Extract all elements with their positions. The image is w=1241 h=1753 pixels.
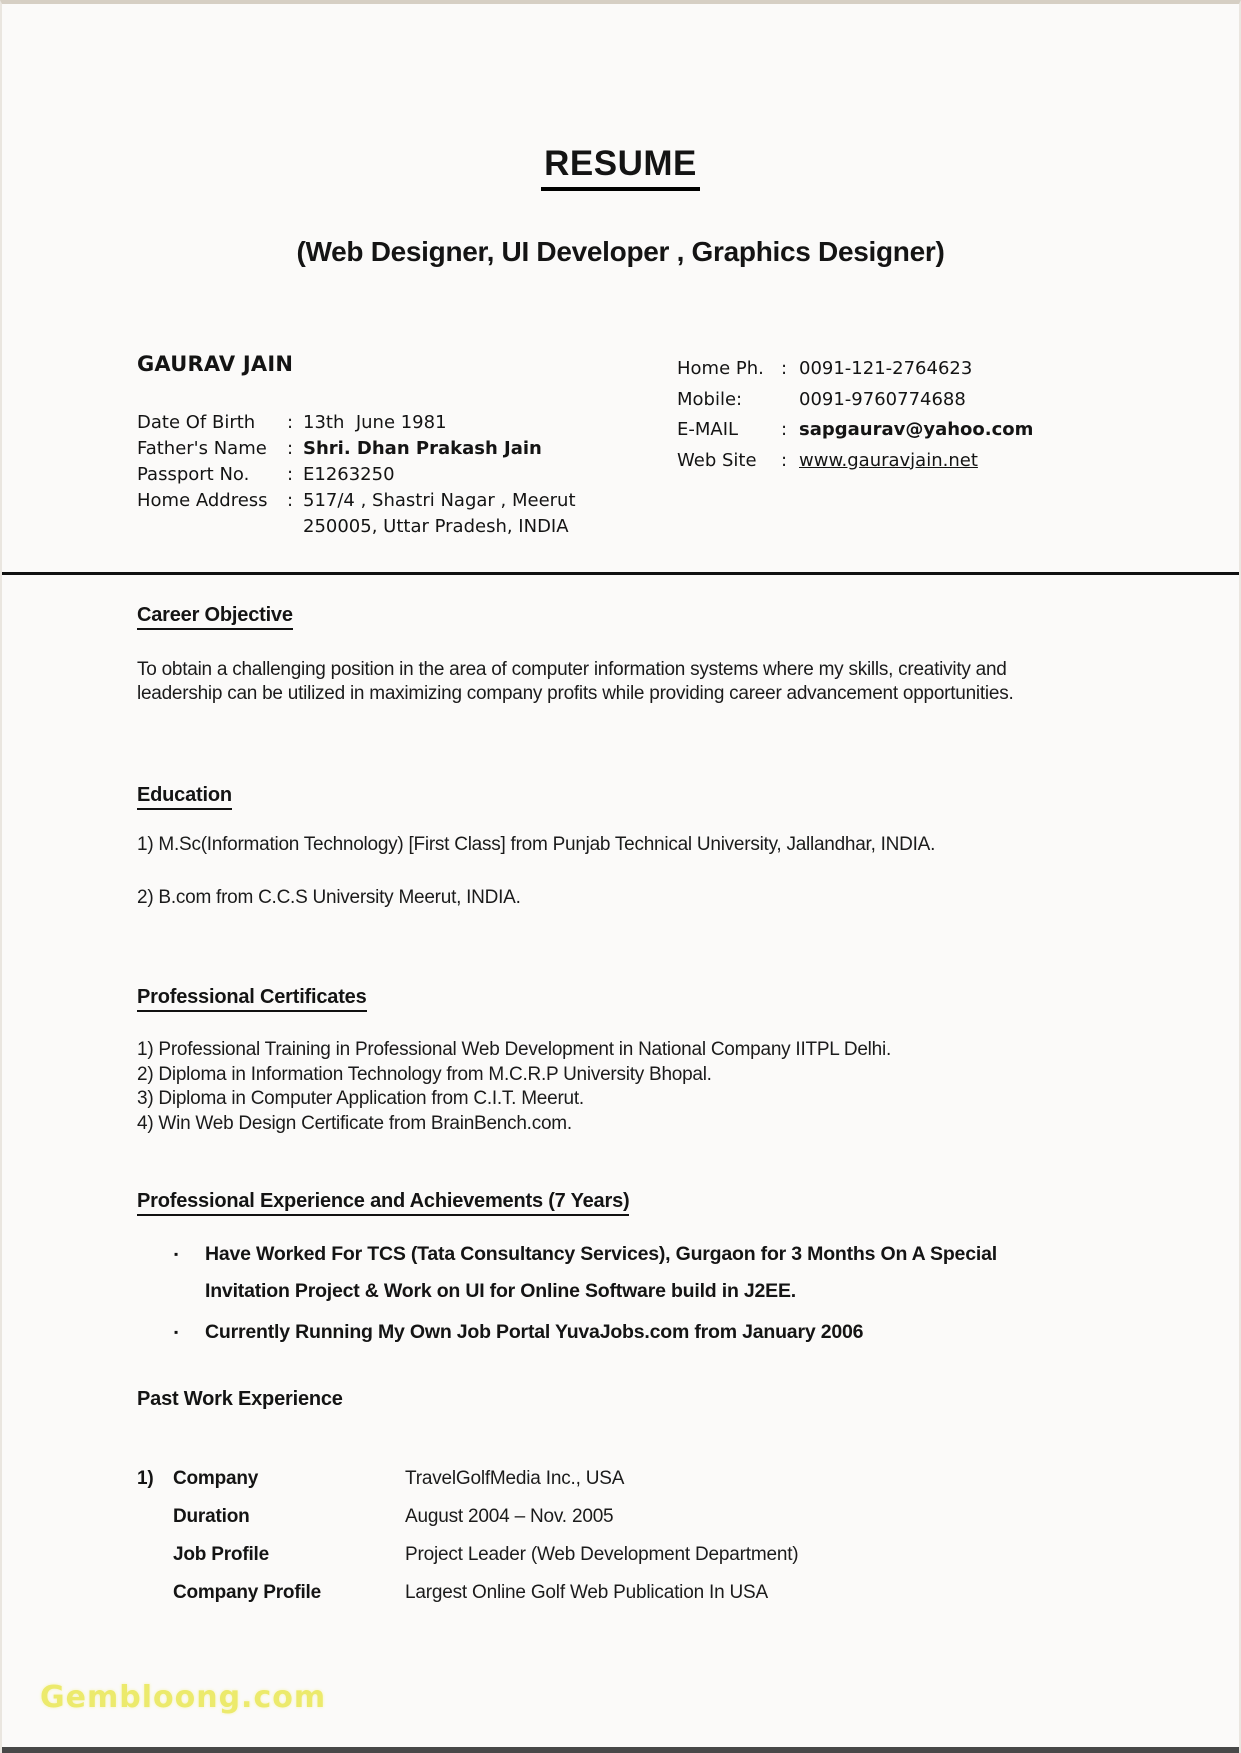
past-work-row-label: Duration bbox=[173, 1506, 250, 1527]
spacer bbox=[137, 514, 287, 540]
document-header bbox=[2, 144, 1239, 191]
past-work-table bbox=[137, 1460, 798, 1612]
mobile-separator bbox=[781, 385, 799, 416]
section-heading-career-objective bbox=[137, 604, 293, 630]
father-name-value: Shri. Dhan Prakash Jain bbox=[303, 438, 542, 459]
experience-bullet bbox=[174, 1314, 1034, 1351]
home-address-separator: : bbox=[287, 490, 294, 511]
contact-details bbox=[677, 354, 1033, 476]
mobile-label: Mobile: bbox=[677, 388, 743, 410]
past-work-row-number bbox=[137, 1536, 173, 1574]
career-objective-heading-text: Career Objective bbox=[137, 604, 293, 630]
experience-bullet bbox=[174, 1236, 1034, 1310]
certificate-item: 4) Win Web Design Certificate from BrainBench.com. bbox=[137, 1112, 572, 1134]
site-watermark: Gembloong.com bbox=[40, 1680, 327, 1715]
past-work-heading-text: Past Work Experience bbox=[137, 1388, 343, 1410]
father-name-label: Father's Name bbox=[137, 438, 267, 459]
father-name-separator: : bbox=[287, 438, 294, 459]
past-work-row-label: Company Profile bbox=[173, 1582, 321, 1603]
passport-label: Passport No. bbox=[137, 464, 250, 485]
website-label: Web Site bbox=[677, 449, 757, 471]
past-work-row-number bbox=[137, 1498, 173, 1536]
email-value: sapgaurav@yahoo.com bbox=[799, 419, 1034, 440]
passport-separator: : bbox=[287, 464, 294, 485]
home-address-label: Home Address bbox=[137, 490, 268, 511]
home-phone-label: Home Ph. bbox=[677, 358, 764, 379]
certificate-item: 2) Diploma in Information Technology from M.C.R.P University Bhopal. bbox=[137, 1063, 712, 1085]
header-divider-rule bbox=[2, 572, 1239, 575]
bullet-square-icon: ▪ bbox=[174, 1247, 179, 1261]
website-separator: : bbox=[781, 449, 788, 471]
education-heading-text: Education bbox=[137, 784, 232, 810]
education-list bbox=[137, 832, 1042, 938]
past-work-row-value: TravelGolfMedia Inc., USA bbox=[405, 1468, 625, 1489]
website-link[interactable]: www.gauravjain.net bbox=[799, 449, 978, 471]
page-bottom-edge bbox=[2, 1747, 1239, 1753]
document-subheader bbox=[2, 236, 1239, 268]
dob-separator: : bbox=[287, 412, 294, 433]
experience-bullet-text: Have Worked For TCS (Tata Consultancy Services), Gurgaon for 3 Months On A Special Invitation Project & Work on UI for Online Software build in J2EE. bbox=[205, 1243, 997, 1302]
past-work-row-label: Job Profile bbox=[173, 1544, 269, 1565]
home-address-line2: 250005, Uttar Pradesh, INDIA bbox=[303, 516, 569, 537]
section-heading-experience bbox=[137, 1190, 629, 1216]
section-heading-certificates bbox=[137, 986, 367, 1012]
past-work-row-label: Company bbox=[173, 1468, 259, 1489]
past-work-row-value: Largest Online Golf Web Publication In USA bbox=[405, 1582, 769, 1603]
experience-bullet-list bbox=[174, 1236, 1034, 1355]
passport-value: E1263250 bbox=[303, 464, 395, 485]
past-work-row-value: Project Leader (Web Development Department) bbox=[405, 1544, 799, 1565]
career-objective-paragraph: To obtain a challenging position in the area of computer information systems where my skills, creativity and leadership can be utilized in maximizing company profits while providing career advancement opportunities. bbox=[137, 659, 1014, 704]
past-work-row-number: 1) bbox=[137, 1468, 154, 1489]
mobile-value: 0091-9760774688 bbox=[799, 388, 966, 410]
spacer bbox=[287, 514, 303, 540]
home-phone-value: 0091-121-2764623 bbox=[799, 358, 973, 379]
past-work-row-value: August 2004 – Nov. 2005 bbox=[405, 1506, 614, 1527]
home-phone-separator: : bbox=[781, 358, 788, 379]
dob-label: Date Of Birth bbox=[137, 412, 256, 433]
section-heading-education bbox=[137, 784, 232, 810]
certificate-item: 3) Diploma in Computer Application from C.I.T. Meerut. bbox=[137, 1088, 584, 1109]
page-title: RESUME bbox=[541, 144, 700, 191]
certificate-item: 1) Professional Training in Professional Web Development in National Company IITPL Delhi. bbox=[137, 1039, 891, 1060]
experience-heading-text: Professional Experience and Achievements (7 Years) bbox=[137, 1190, 629, 1216]
certificates-heading-text: Professional Certificates bbox=[137, 986, 367, 1012]
personal-details bbox=[137, 410, 576, 540]
section-heading-past-work bbox=[137, 1388, 343, 1411]
past-work-row-number bbox=[137, 1574, 173, 1612]
certificates-list bbox=[137, 1038, 1042, 1136]
experience-bullet-text: Currently Running My Own Job Portal YuvaJobs.com from January 2006 bbox=[205, 1321, 864, 1343]
candidate-name: GAURAV JAIN bbox=[137, 352, 294, 376]
email-label: E-MAIL bbox=[677, 419, 739, 440]
education-item: 2) B.com from C.C.S University Meerut, INDIA. bbox=[137, 887, 521, 908]
home-address-line1: 517/4 , Shastri Nagar , Meerut bbox=[303, 490, 576, 511]
education-item: 1) M.Sc(Information Technology) [First Class] from Punjab Technical University, Jallandhar, INDIA. bbox=[137, 834, 936, 855]
dob-value: 13th June 1981 bbox=[303, 412, 447, 433]
bullet-square-icon: ▪ bbox=[174, 1325, 179, 1339]
page-subtitle: (Web Designer, UI Developer , Graphics Designer) bbox=[296, 236, 945, 267]
email-separator: : bbox=[781, 419, 788, 440]
